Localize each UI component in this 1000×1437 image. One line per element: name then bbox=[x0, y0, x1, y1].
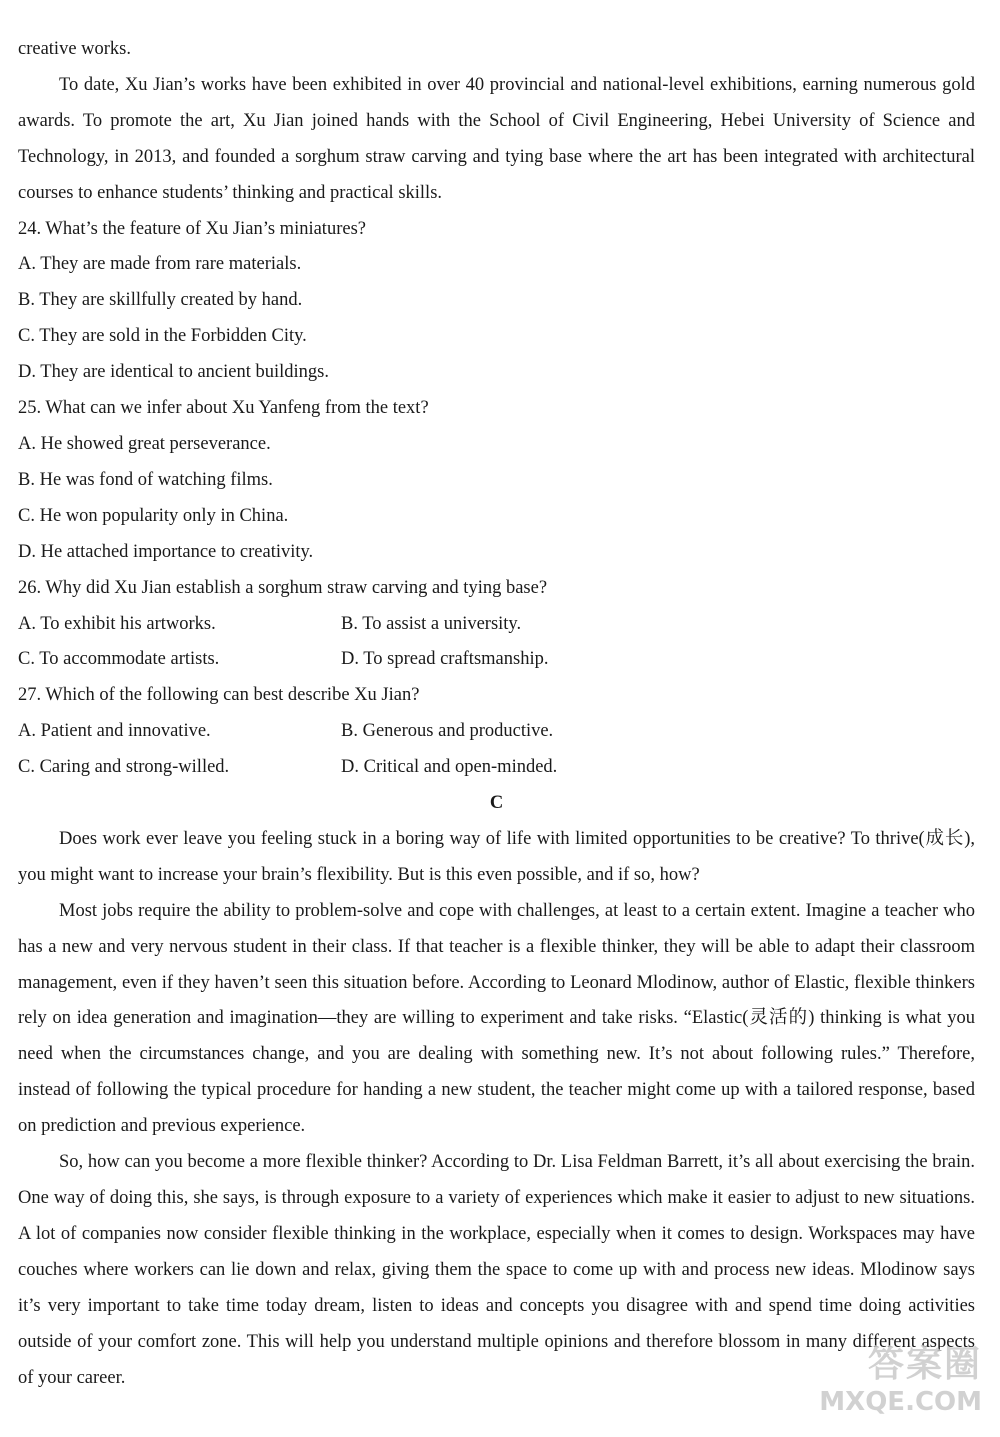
option-d: D. They are identical to ancient buildings. bbox=[18, 362, 329, 383]
option-row bbox=[18, 642, 975, 678]
passage-b-fragment: creative works. bbox=[18, 39, 132, 59]
question-stem: 25. What can we infer about Xu Yanfeng from the text? bbox=[18, 398, 429, 419]
option-d: D. Critical and open-minded. bbox=[341, 757, 558, 778]
option-c: C. They are sold in the Forbidden City. bbox=[18, 326, 307, 347]
option-b: B. To assist a university. bbox=[341, 613, 522, 634]
question-stem: 26. Why did Xu Jian establish a sorghum straw carving and tying base? bbox=[18, 577, 548, 598]
option-b: B. He was fond of watching films. bbox=[18, 469, 273, 490]
document-page bbox=[18, 32, 975, 1396]
watermark-url: MXQE.COM bbox=[819, 1387, 982, 1417]
section-c-paragraph-3: So, how can you become a more flexible thinker? According to Dr. Lisa Feldman Barrett, it’s all about exercising the brain. One way of doing this, she says, is through exposure to a variety of experiences which make it easier to adjust to new situations. A lot of companies now consider flexible thinking in the workplace, especially when it comes to design. Workspaces may have couches where workers can lie down and relax, giving them the space to come up with and process new ideas. Mlodinow says it’s very important to take time today dream, listen to ideas and concepts you disagree with and spend time doing activities outside of your comfort zone. This will help you understand multiple opinions and therefore blossom in many different aspects of your career. bbox=[18, 1152, 975, 1388]
option-row bbox=[18, 750, 975, 786]
question-27 bbox=[18, 678, 975, 786]
option-a: A. Patient and innovative. bbox=[18, 721, 211, 742]
section-c-heading: C bbox=[489, 793, 504, 814]
watermark-logo-text: 答案圈 bbox=[867, 1344, 982, 1385]
section-c-paragraph-2: Most jobs require the ability to problem-solve and cope with challenges, at least to a certain extent. Imagine a teacher who has a new and very nervous student in their class. If that teacher is a flexible thinker, they will be able to adapt their classroom management, even if they haven’t seen this situation before. According to Leonard Mlodinow, author of Elastic, flexible thinkers rely on idea generation and imagination—they are willing to experiment and take risks. “Elastic(灵活的) thinking is what you need when the circumstances change, and you are dealing with something new. It’s not about following rules.” Therefore, instead of following the typical procedure for handing a new student, the teacher might come up with a tailored response, based on prediction and previous experience. bbox=[18, 900, 975, 1137]
question-stem: 27. Which of the following can best describe Xu Jian? bbox=[18, 685, 420, 706]
option-a: A. He showed great perseverance. bbox=[18, 433, 271, 454]
option-c: C. He won popularity only in China. bbox=[18, 505, 289, 526]
option-row bbox=[18, 607, 975, 643]
section-c-paragraph-1: Does work ever leave you feeling stuck in a boring way of life with limited opportunities to be creative? To thrive(成长), you might want to increase your brain’s flexibility. But is this even possible, and if so, how? bbox=[18, 828, 975, 885]
option-d: D. To spread craftsmanship. bbox=[341, 649, 549, 670]
question-26 bbox=[18, 571, 975, 679]
passage-b-paragraph: To date, Xu Jian’s works have been exhibited in over 40 provincial and national-level exhibitions, earning numerous gold awards. To promote the art, Xu Jian joined hands with the School of Civil Engineering, Hebei University of Science and Technology, in 2013, and founded a sorghum straw carving and tying base where the art has been integrated with architectural courses to enhance students’ thinking and practical skills. bbox=[18, 74, 975, 203]
option-b: B. Generous and productive. bbox=[341, 721, 554, 742]
option-row bbox=[18, 714, 975, 750]
option-b: B. They are skillfully created by hand. bbox=[18, 290, 303, 311]
watermark-logo bbox=[792, 1343, 982, 1423]
option-c: C. To accommodate artists. bbox=[18, 649, 220, 670]
option-d: D. He attached importance to creativity. bbox=[18, 541, 314, 562]
question-stem: 24. What’s the feature of Xu Jian’s miniatures? bbox=[18, 218, 366, 239]
option-a: A. They are made from rare materials. bbox=[18, 254, 302, 275]
question-24 bbox=[18, 212, 975, 392]
question-25 bbox=[18, 391, 975, 571]
option-c: C. Caring and strong-willed. bbox=[18, 757, 230, 778]
option-a: A. To exhibit his artworks. bbox=[18, 613, 216, 634]
